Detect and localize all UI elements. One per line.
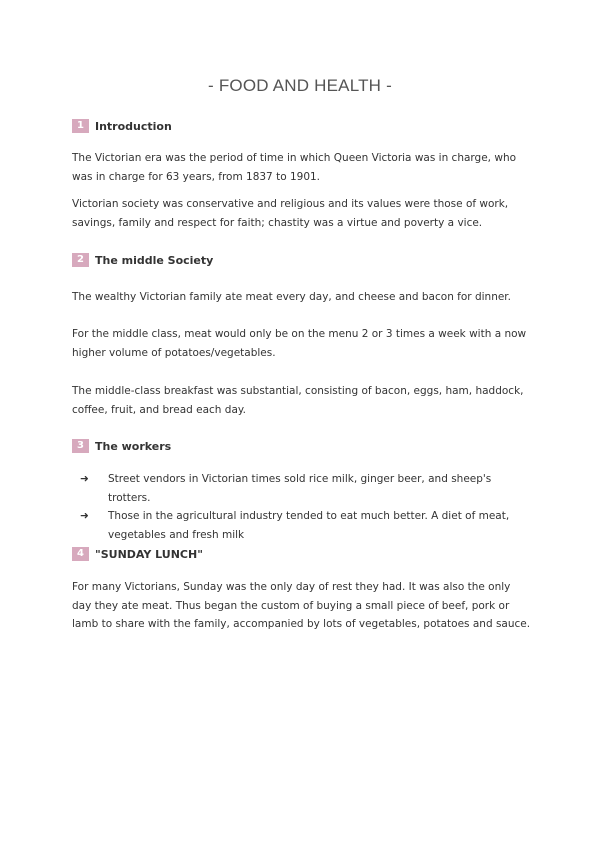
arrow-right-icon: ➜	[80, 510, 89, 522]
section-heading-workers	[72, 439, 171, 453]
list-item-text: Street vendors in Victorian times sold rice milk, ginger beer, and sheep's trotters.	[108, 473, 492, 504]
paragraph: The middle-class breakfast was substantial, consisting of bacon, eggs, ham, haddock, coffee, fruit, and bread each day.	[72, 385, 524, 416]
section-heading-middle-society	[72, 253, 213, 267]
page-title: - FOOD AND HEALTH -	[208, 76, 392, 95]
paragraph: The Victorian era was the period of time in which Queen Victoria was in charge, who was in charge for 63 years, from 1837 to 1901.	[72, 152, 517, 183]
arrow-right-icon: ➜	[80, 473, 89, 485]
section-heading-label: Introduction	[95, 119, 172, 133]
list-item	[72, 507, 532, 544]
paragraph: For many Victorians, Sunday was the only day of rest they had. It was also the only day they ate meat. Thus began the custom of buying a small piece of beef, pork or lamb to share with the family, accompanied by lots of vegetables, potatoes and sauce.	[72, 581, 531, 630]
section-number-badge: 4	[72, 547, 89, 561]
section-heading-sunday-lunch	[72, 547, 203, 561]
list-item-text: Those in the agricultural industry tended to eat much better. A diet of meat, vegetables and fresh milk	[108, 510, 510, 541]
paragraph: The wealthy Victorian family ate meat every day, and cheese and bacon for dinner.	[72, 291, 512, 303]
section-number-badge: 2	[72, 253, 89, 267]
list-item	[72, 470, 532, 507]
section-heading-label: The middle Society	[95, 253, 214, 267]
section-heading-label: The workers	[95, 439, 172, 453]
bullet-list	[72, 470, 532, 544]
section-heading-introduction	[72, 119, 172, 133]
section-number-badge: 3	[72, 439, 89, 453]
section-heading-label: "SUNDAY LUNCH"	[95, 547, 203, 561]
paragraph: For the middle class, meat would only be on the menu 2 or 3 times a week with a now higher volume of potatoes/vegetables.	[72, 328, 527, 359]
section-number-badge: 1	[72, 119, 89, 133]
paragraph: Victorian society was conservative and religious and its values were those of work, savings, family and respect for faith; chastity was a virtue and poverty a vice.	[72, 198, 509, 229]
